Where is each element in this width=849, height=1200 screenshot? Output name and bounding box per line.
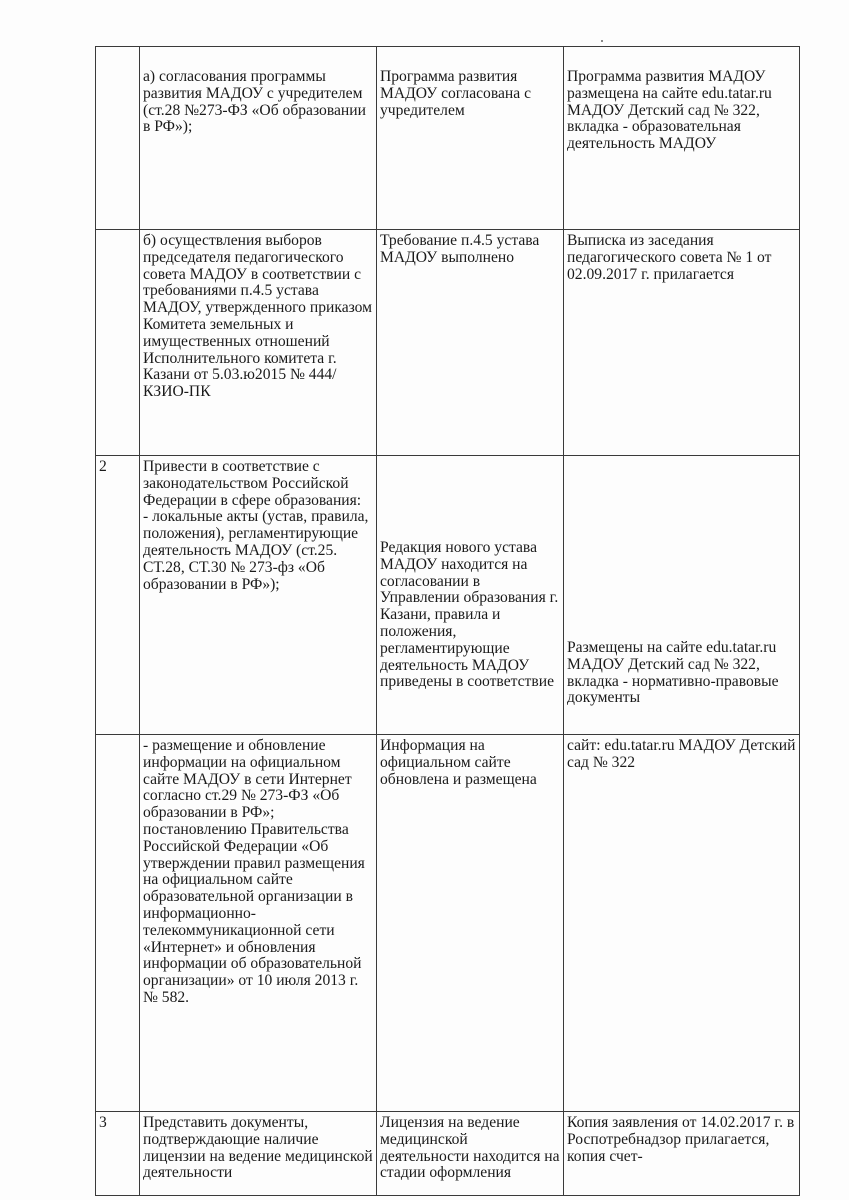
status-text: Редакция нового устава МАДОУ находится на согласовании в Управлении образования г. Казани, правила и положения, регламентирующие деятельность МАДОУ приведены в соответствие — [380, 539, 559, 691]
requirement-text: - размещение и обновление информации на официальном сайте МАДОУ в сети Интернет согласно ст.29 № 273-ФЗ «Об образовании в РФ»; постановлению Правительства Российской Федерации «Об утверждении правил размещения на официальном сайте образовательной организации в информационно-телекоммуникационной сети «Интернет» и обновления информации об образовательной организации» от 10 июля 2013 г. № 582. — [143, 737, 365, 1006]
row-number — [96, 735, 140, 1112]
table-row — [96, 456, 800, 735]
evidence-text: Копия заявления от 14.02.2017 г. в Роспотребнадзор прилагается, копия счет- — [567, 1114, 795, 1165]
status-text: Лицензия на ведение медицинской деятельности находится на стадии оформления — [380, 1114, 560, 1182]
requirement-cell — [140, 735, 377, 1112]
report-table — [95, 46, 800, 1196]
requirement-cell — [140, 1112, 377, 1196]
scan-speck — [601, 40, 603, 42]
evidence-text: Выписка из заседания педагогического совета № 1 от 02.09.2017 г. прилагается — [567, 232, 772, 283]
requirement-text: а) согласования программы развития МАДОУ с учредителем (ст.28 №273-ФЗ «Об образовании в РФ»); — [143, 68, 366, 136]
row-number: 3 — [96, 1112, 140, 1196]
row-number: 2 — [96, 456, 140, 735]
row-number — [96, 47, 140, 230]
table-row — [96, 47, 800, 230]
evidence-text: Размещены на сайте edu.tatar.ru МАДОУ Детский сад № 322, вкладка - нормативно-правовые документы — [567, 639, 779, 707]
requirement-text: Привести в соответствие с законодательством Российской Федерации в сфере образования: - локальные акты (устав, правила, положения), регламентирующие деятельность МАДОУ (ст.25. СТ.28, СТ.30 № 273-фз «Об образовании в РФ»); — [143, 458, 369, 593]
status-cell — [377, 735, 564, 1112]
table-row — [96, 230, 800, 456]
requirement-text: б) осуществления выборов председателя педагогического совета МАДОУ в соответствии с требованиями п.4.5 устава МАДОУ, утвержденного приказом Комитета земельных и имущественных отношений Исполнительного комитета г. Казани от 5.03.ю2015 № 444/КЗИО-ПК — [143, 232, 373, 401]
table-row — [96, 735, 800, 1112]
row-number — [96, 230, 140, 456]
status-cell — [377, 456, 564, 735]
status-text: Требование п.4.5 устава МАДОУ выполнено — [380, 232, 540, 266]
status-cell — [377, 230, 564, 456]
requirement-cell — [140, 456, 377, 735]
requirement-cell — [140, 230, 377, 456]
evidence-cell — [564, 230, 800, 456]
requirement-text: Представить документы, подтверждающие наличие лицензии на ведение медицинской деятельности — [143, 1114, 373, 1182]
table-row — [96, 1112, 800, 1196]
evidence-cell — [564, 47, 800, 230]
status-text: Программа развития МАДОУ согласована с учредителем — [380, 68, 531, 119]
status-text: Информация на официальном сайте обновлена и размещена — [380, 737, 537, 788]
evidence-cell — [564, 1112, 800, 1196]
status-cell — [377, 1112, 564, 1196]
evidence-text: Программа развития МАДОУ размещена на сайте edu.tatar.ru МАДОУ Детский сад № 322, вкладка - образовательная деятельность МАДОУ — [567, 68, 772, 153]
evidence-cell — [564, 735, 800, 1112]
requirement-cell — [140, 47, 377, 230]
evidence-cell — [564, 456, 800, 735]
evidence-text: сайт: edu.tatar.ru МАДОУ Детский сад № 322 — [567, 737, 796, 771]
status-cell — [377, 47, 564, 230]
